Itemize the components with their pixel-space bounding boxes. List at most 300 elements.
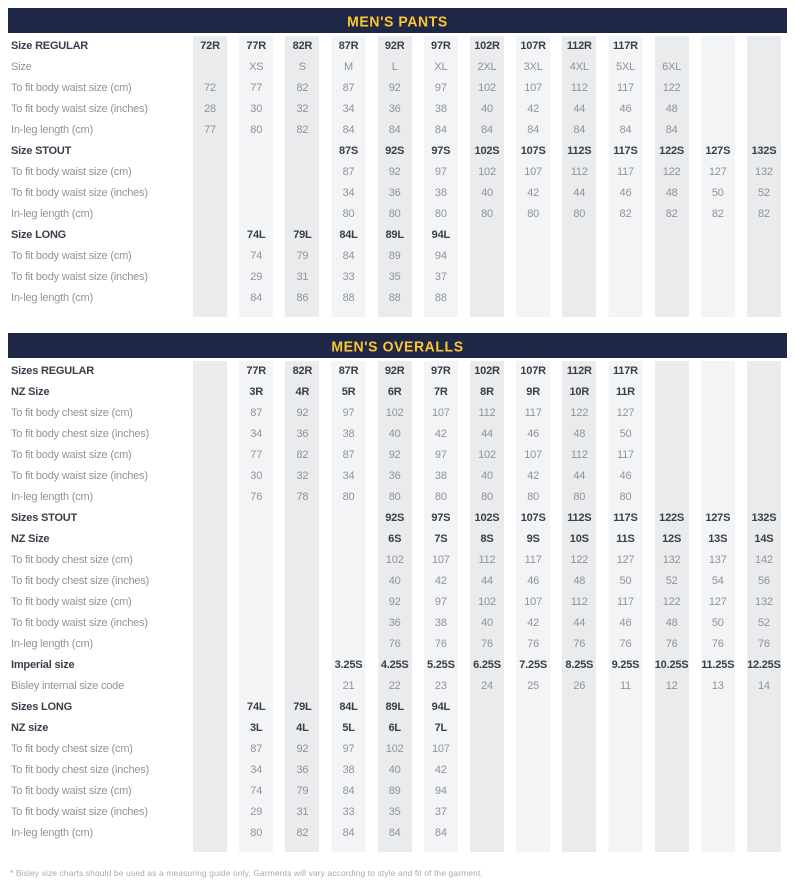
table-cell: 102 (372, 403, 418, 424)
table-cell: 82R (279, 36, 325, 57)
table-cell (649, 844, 695, 852)
table-cell: 102 (372, 739, 418, 760)
table-cell (187, 760, 233, 781)
table-cell: 38 (418, 183, 464, 204)
table-cell (695, 844, 741, 852)
table-cell: 87 (233, 403, 279, 424)
row-label: In-leg length (cm) (11, 292, 93, 304)
table-cell: 31 (279, 267, 325, 288)
table-cell: 33 (325, 802, 371, 823)
table-cell: 42 (510, 466, 556, 487)
table-cell: 84 (325, 246, 371, 267)
row-label: Sizes STOUT (11, 512, 78, 524)
table-cell: 7R (418, 382, 464, 403)
table-cell (510, 267, 556, 288)
table-cell: 8.25S (556, 655, 602, 676)
table-cell (464, 246, 510, 267)
table-cell (649, 267, 695, 288)
table-cell (556, 697, 602, 718)
table-cell: 80 (372, 487, 418, 508)
row-label: Sizes REGULAR (11, 365, 94, 377)
table-cell: 79L (279, 697, 325, 718)
table-cell (279, 162, 325, 183)
table-cell (695, 225, 741, 246)
table-cell: 3R (233, 382, 279, 403)
table-cell (695, 99, 741, 120)
table-cell: 3.25S (325, 655, 371, 676)
table-cell: 112S (556, 141, 602, 162)
table-cell (649, 697, 695, 718)
table-cell (510, 697, 556, 718)
table-cell: 132S (741, 508, 787, 529)
table-cell: 102R (464, 361, 510, 382)
table-cell (649, 760, 695, 781)
table-title: MEN'S OVERALLS (331, 337, 464, 354)
table-row (8, 718, 787, 739)
table-cell: 97 (325, 739, 371, 760)
table-cell: 78 (279, 487, 325, 508)
table-cell: 54 (695, 571, 741, 592)
table-cell (649, 382, 695, 403)
table-cell: 5XL (602, 57, 648, 78)
row-label: To fit body waist size (inches) (11, 103, 148, 115)
table-row (8, 802, 787, 823)
table-cell (418, 309, 464, 317)
table-cell: 38 (325, 760, 371, 781)
table-cell (741, 288, 787, 309)
table-cell (187, 361, 233, 382)
table-row (8, 445, 787, 466)
table-cell (233, 634, 279, 655)
table-cell: 4.25S (372, 655, 418, 676)
table-cell (187, 204, 233, 225)
table-cell: 42 (418, 760, 464, 781)
table-cell (695, 487, 741, 508)
table-cell (510, 718, 556, 739)
table-cell: 44 (556, 466, 602, 487)
table-cell: 97 (418, 78, 464, 99)
table-cell (279, 309, 325, 317)
row-label: To fit body waist size (inches) (11, 617, 148, 629)
table-cell: 122 (556, 550, 602, 571)
table-cell: 92R (372, 361, 418, 382)
table-cell: 82 (602, 204, 648, 225)
table-cell (556, 288, 602, 309)
row-label: To fit body waist size (inches) (11, 271, 148, 283)
table-row (8, 361, 787, 382)
table-cell: L (372, 57, 418, 78)
table-cell: 87R (325, 361, 371, 382)
row-label: To fit body chest size (cm) (11, 743, 133, 755)
table-cell: 92 (372, 162, 418, 183)
row-label: To fit body waist size (cm) (11, 596, 132, 608)
table-cell: 77 (187, 120, 233, 141)
table-cell (187, 487, 233, 508)
row-label: In-leg length (cm) (11, 491, 93, 503)
table-cell (464, 697, 510, 718)
table-cell (233, 844, 279, 852)
table-cell (464, 718, 510, 739)
table-cell (695, 78, 741, 99)
table-cell (649, 823, 695, 844)
table-row (8, 246, 787, 267)
table-cell (695, 718, 741, 739)
table-cell (556, 718, 602, 739)
table-cell: 40 (464, 466, 510, 487)
table-cell: 12.25S (741, 655, 787, 676)
table-cell: 11R (602, 382, 648, 403)
table-cell (187, 309, 233, 317)
table-cell (279, 529, 325, 550)
table-cell: 97S (418, 508, 464, 529)
table-cell: 79 (279, 781, 325, 802)
table-cell: 76 (233, 487, 279, 508)
row-label (8, 309, 187, 317)
table-cell (741, 718, 787, 739)
table-cell (741, 466, 787, 487)
table-cell: 79 (279, 246, 325, 267)
table-cell (695, 781, 741, 802)
table-cell: 76 (602, 634, 648, 655)
table-cell: 84 (510, 120, 556, 141)
table-cell: 24 (464, 676, 510, 697)
table-cell: 117 (602, 162, 648, 183)
table-cell (187, 267, 233, 288)
table-cell (510, 739, 556, 760)
table-cell: 107 (418, 739, 464, 760)
table-cell: 84 (325, 823, 371, 844)
table-cell: 74 (233, 781, 279, 802)
table-cell (602, 844, 648, 852)
table-cell: 132 (741, 592, 787, 613)
table-row (8, 120, 787, 141)
table-cell: 112 (556, 78, 602, 99)
table-cell: 30 (233, 466, 279, 487)
table-cell: 84 (325, 781, 371, 802)
table-cell: 97S (418, 141, 464, 162)
table-cell (741, 267, 787, 288)
table-cell: 13S (695, 529, 741, 550)
table-cell: 9R (510, 382, 556, 403)
table-cell: 82 (279, 445, 325, 466)
table-cell: 127S (695, 141, 741, 162)
table-cell (510, 781, 556, 802)
table-cell: 84 (418, 120, 464, 141)
table-cell (741, 246, 787, 267)
table-cell: 42 (510, 99, 556, 120)
row-label: Size (11, 61, 32, 73)
table-cell (649, 36, 695, 57)
table-cell (233, 508, 279, 529)
table-cell (325, 844, 371, 852)
table-cell: 132S (741, 141, 787, 162)
table-cell: 92 (279, 403, 325, 424)
table-cell (187, 697, 233, 718)
table-cell: 76 (695, 634, 741, 655)
table-cell: 112 (464, 550, 510, 571)
table-cell (602, 697, 648, 718)
table-cell: 92S (372, 508, 418, 529)
table-cell (187, 183, 233, 204)
table-cell (695, 36, 741, 57)
table-cell: 46 (510, 424, 556, 445)
table-cell: 46 (602, 466, 648, 487)
table-cell (233, 571, 279, 592)
table-cell: 40 (464, 183, 510, 204)
table-cell: 21 (325, 676, 371, 697)
table-cell (741, 487, 787, 508)
table-row (8, 36, 787, 57)
table-cell (741, 99, 787, 120)
table-cell (649, 424, 695, 445)
table-cell: 117S (602, 508, 648, 529)
table-cell: 36 (279, 424, 325, 445)
table-row (8, 529, 787, 550)
table-row (8, 162, 787, 183)
table-pad-row (8, 309, 787, 317)
table-cell: 42 (510, 183, 556, 204)
table-row (8, 697, 787, 718)
table-cell: 122 (556, 403, 602, 424)
table-cell (741, 78, 787, 99)
table-cell (325, 309, 371, 317)
table-cell: 29 (233, 267, 279, 288)
row-label: To fit body waist size (cm) (11, 785, 132, 797)
table-cell: 97 (325, 403, 371, 424)
table-cell: 72 (187, 78, 233, 99)
table-cell: 4XL (556, 57, 602, 78)
table-cell (695, 466, 741, 487)
table-cell (372, 309, 418, 317)
table-cell: 84 (556, 120, 602, 141)
table-cell (187, 162, 233, 183)
table-cell (187, 403, 233, 424)
table-cell: 11S (602, 529, 648, 550)
table-cell (279, 655, 325, 676)
table-cell (233, 162, 279, 183)
table-cell: 5.25S (418, 655, 464, 676)
table-cell: 48 (556, 424, 602, 445)
table-cell: 80 (602, 487, 648, 508)
table-cell: 36 (372, 613, 418, 634)
table-cell (510, 760, 556, 781)
table-cell: 80 (464, 204, 510, 225)
table-cell: 94L (418, 697, 464, 718)
table-row (8, 267, 787, 288)
table-cell (279, 141, 325, 162)
table-cell: 6XL (649, 57, 695, 78)
table-cell: 77R (233, 361, 279, 382)
table-cell: S (279, 57, 325, 78)
table-cell: 13 (695, 676, 741, 697)
row-label: Size REGULAR (11, 40, 89, 52)
table-cell: 40 (464, 99, 510, 120)
table-row (8, 57, 787, 78)
table-cell: 34 (325, 183, 371, 204)
table-cell (649, 487, 695, 508)
table-row (8, 204, 787, 225)
table-cell: 30 (233, 99, 279, 120)
table-cell (325, 592, 371, 613)
table-cell: 44 (556, 613, 602, 634)
table-cell (187, 57, 233, 78)
table-cell: 76 (510, 634, 556, 655)
table-cell: 107S (510, 508, 556, 529)
table-cell: 84 (233, 288, 279, 309)
table-cell: 127 (602, 403, 648, 424)
table-cell (695, 739, 741, 760)
table-cell: 82 (279, 120, 325, 141)
table-cell: 117R (602, 361, 648, 382)
table-cell: 117 (602, 445, 648, 466)
table-cell (695, 288, 741, 309)
table-cell: 32 (279, 99, 325, 120)
table-pad-row (8, 844, 787, 852)
table-cell: 34 (325, 99, 371, 120)
table-cell: 44 (464, 571, 510, 592)
table-cell: 107R (510, 36, 556, 57)
table-cell (556, 802, 602, 823)
table-cell (741, 309, 787, 317)
table-cell (187, 844, 233, 852)
table-cell (464, 739, 510, 760)
table-cell (741, 823, 787, 844)
table-cell: 80 (510, 204, 556, 225)
table-cell: 5L (325, 718, 371, 739)
table-cell (556, 823, 602, 844)
table-cell: 32 (279, 466, 325, 487)
table-cell (602, 309, 648, 317)
table-cell: 23 (418, 676, 464, 697)
table-cell: 25 (510, 676, 556, 697)
table-row (8, 78, 787, 99)
table-row (8, 508, 787, 529)
table-cell (187, 571, 233, 592)
table-cell (187, 246, 233, 267)
table-cell (741, 403, 787, 424)
table-cell (556, 246, 602, 267)
table-row (8, 403, 787, 424)
table-cell: 76 (556, 634, 602, 655)
table-cell: 122 (649, 162, 695, 183)
table-cell (741, 802, 787, 823)
table-cell: 37 (418, 802, 464, 823)
table-cell (741, 697, 787, 718)
table-cell (602, 288, 648, 309)
table-cell: 80 (556, 487, 602, 508)
row-label: Imperial size (11, 659, 75, 671)
table-cell: 132 (741, 162, 787, 183)
table-cell: 84 (418, 823, 464, 844)
table-cell (464, 844, 510, 852)
table-cell: 48 (649, 183, 695, 204)
table-cell: 72R (187, 36, 233, 57)
table-cell: 35 (372, 267, 418, 288)
table-cell (325, 571, 371, 592)
table-cell: 117R (602, 36, 648, 57)
table-cell (741, 120, 787, 141)
table-cell: 46 (602, 613, 648, 634)
table-cell: 12S (649, 529, 695, 550)
table-cell: 46 (510, 571, 556, 592)
table-cell: 2XL (464, 57, 510, 78)
table-cell (602, 246, 648, 267)
table-cell (695, 309, 741, 317)
table-cell (187, 529, 233, 550)
table-cell (556, 844, 602, 852)
table-cell (187, 225, 233, 246)
table-cell: 112 (556, 445, 602, 466)
table-cell: 10S (556, 529, 602, 550)
table-cell: 117 (510, 403, 556, 424)
table-cell: 6L (372, 718, 418, 739)
table-cell (741, 36, 787, 57)
table-cell: 76 (649, 634, 695, 655)
table-cell: 4L (279, 718, 325, 739)
table-cell: 80 (325, 204, 371, 225)
row-label: To fit body waist size (cm) (11, 449, 132, 461)
table-cell: 122S (649, 508, 695, 529)
table-cell: 112S (556, 508, 602, 529)
table-row (8, 760, 787, 781)
table-cell: 79L (279, 225, 325, 246)
table-cell: 102S (464, 508, 510, 529)
table-cell (464, 225, 510, 246)
table-cell: 5R (325, 382, 371, 403)
table-cell: 84L (325, 225, 371, 246)
table-cell (233, 676, 279, 697)
table-cell: 94 (418, 246, 464, 267)
table-cell: 48 (649, 613, 695, 634)
table-cell (279, 676, 325, 697)
table-cell: 112 (556, 162, 602, 183)
table-cell: 112R (556, 361, 602, 382)
table-cell: 38 (325, 424, 371, 445)
table-row (8, 739, 787, 760)
table-cell (418, 844, 464, 852)
table-cell: 40 (372, 424, 418, 445)
table-cell: 127 (695, 592, 741, 613)
table-cell: 80 (418, 204, 464, 225)
table-cell: 74L (233, 225, 279, 246)
table-row (8, 183, 787, 204)
table-cell (187, 508, 233, 529)
table-cell (187, 781, 233, 802)
table-cell: 107 (510, 78, 556, 99)
row-label: In-leg length (cm) (11, 208, 93, 220)
table-cell (602, 718, 648, 739)
table-cell (325, 550, 371, 571)
table-cell: 102R (464, 36, 510, 57)
table-cell (325, 508, 371, 529)
table-cell: 97 (418, 445, 464, 466)
table-cell (510, 225, 556, 246)
table-body (8, 36, 787, 317)
table-cell: 102S (464, 141, 510, 162)
table-cell: 7S (418, 529, 464, 550)
table-cell: 89L (372, 697, 418, 718)
table-row (8, 655, 787, 676)
row-label: In-leg length (cm) (11, 827, 93, 839)
table-cell (649, 802, 695, 823)
table-cell: 44 (556, 99, 602, 120)
table-cell (510, 246, 556, 267)
table-cell (649, 225, 695, 246)
table-cell (602, 823, 648, 844)
table-cell (602, 739, 648, 760)
table-cell: 88 (325, 288, 371, 309)
table-cell: 87 (325, 78, 371, 99)
